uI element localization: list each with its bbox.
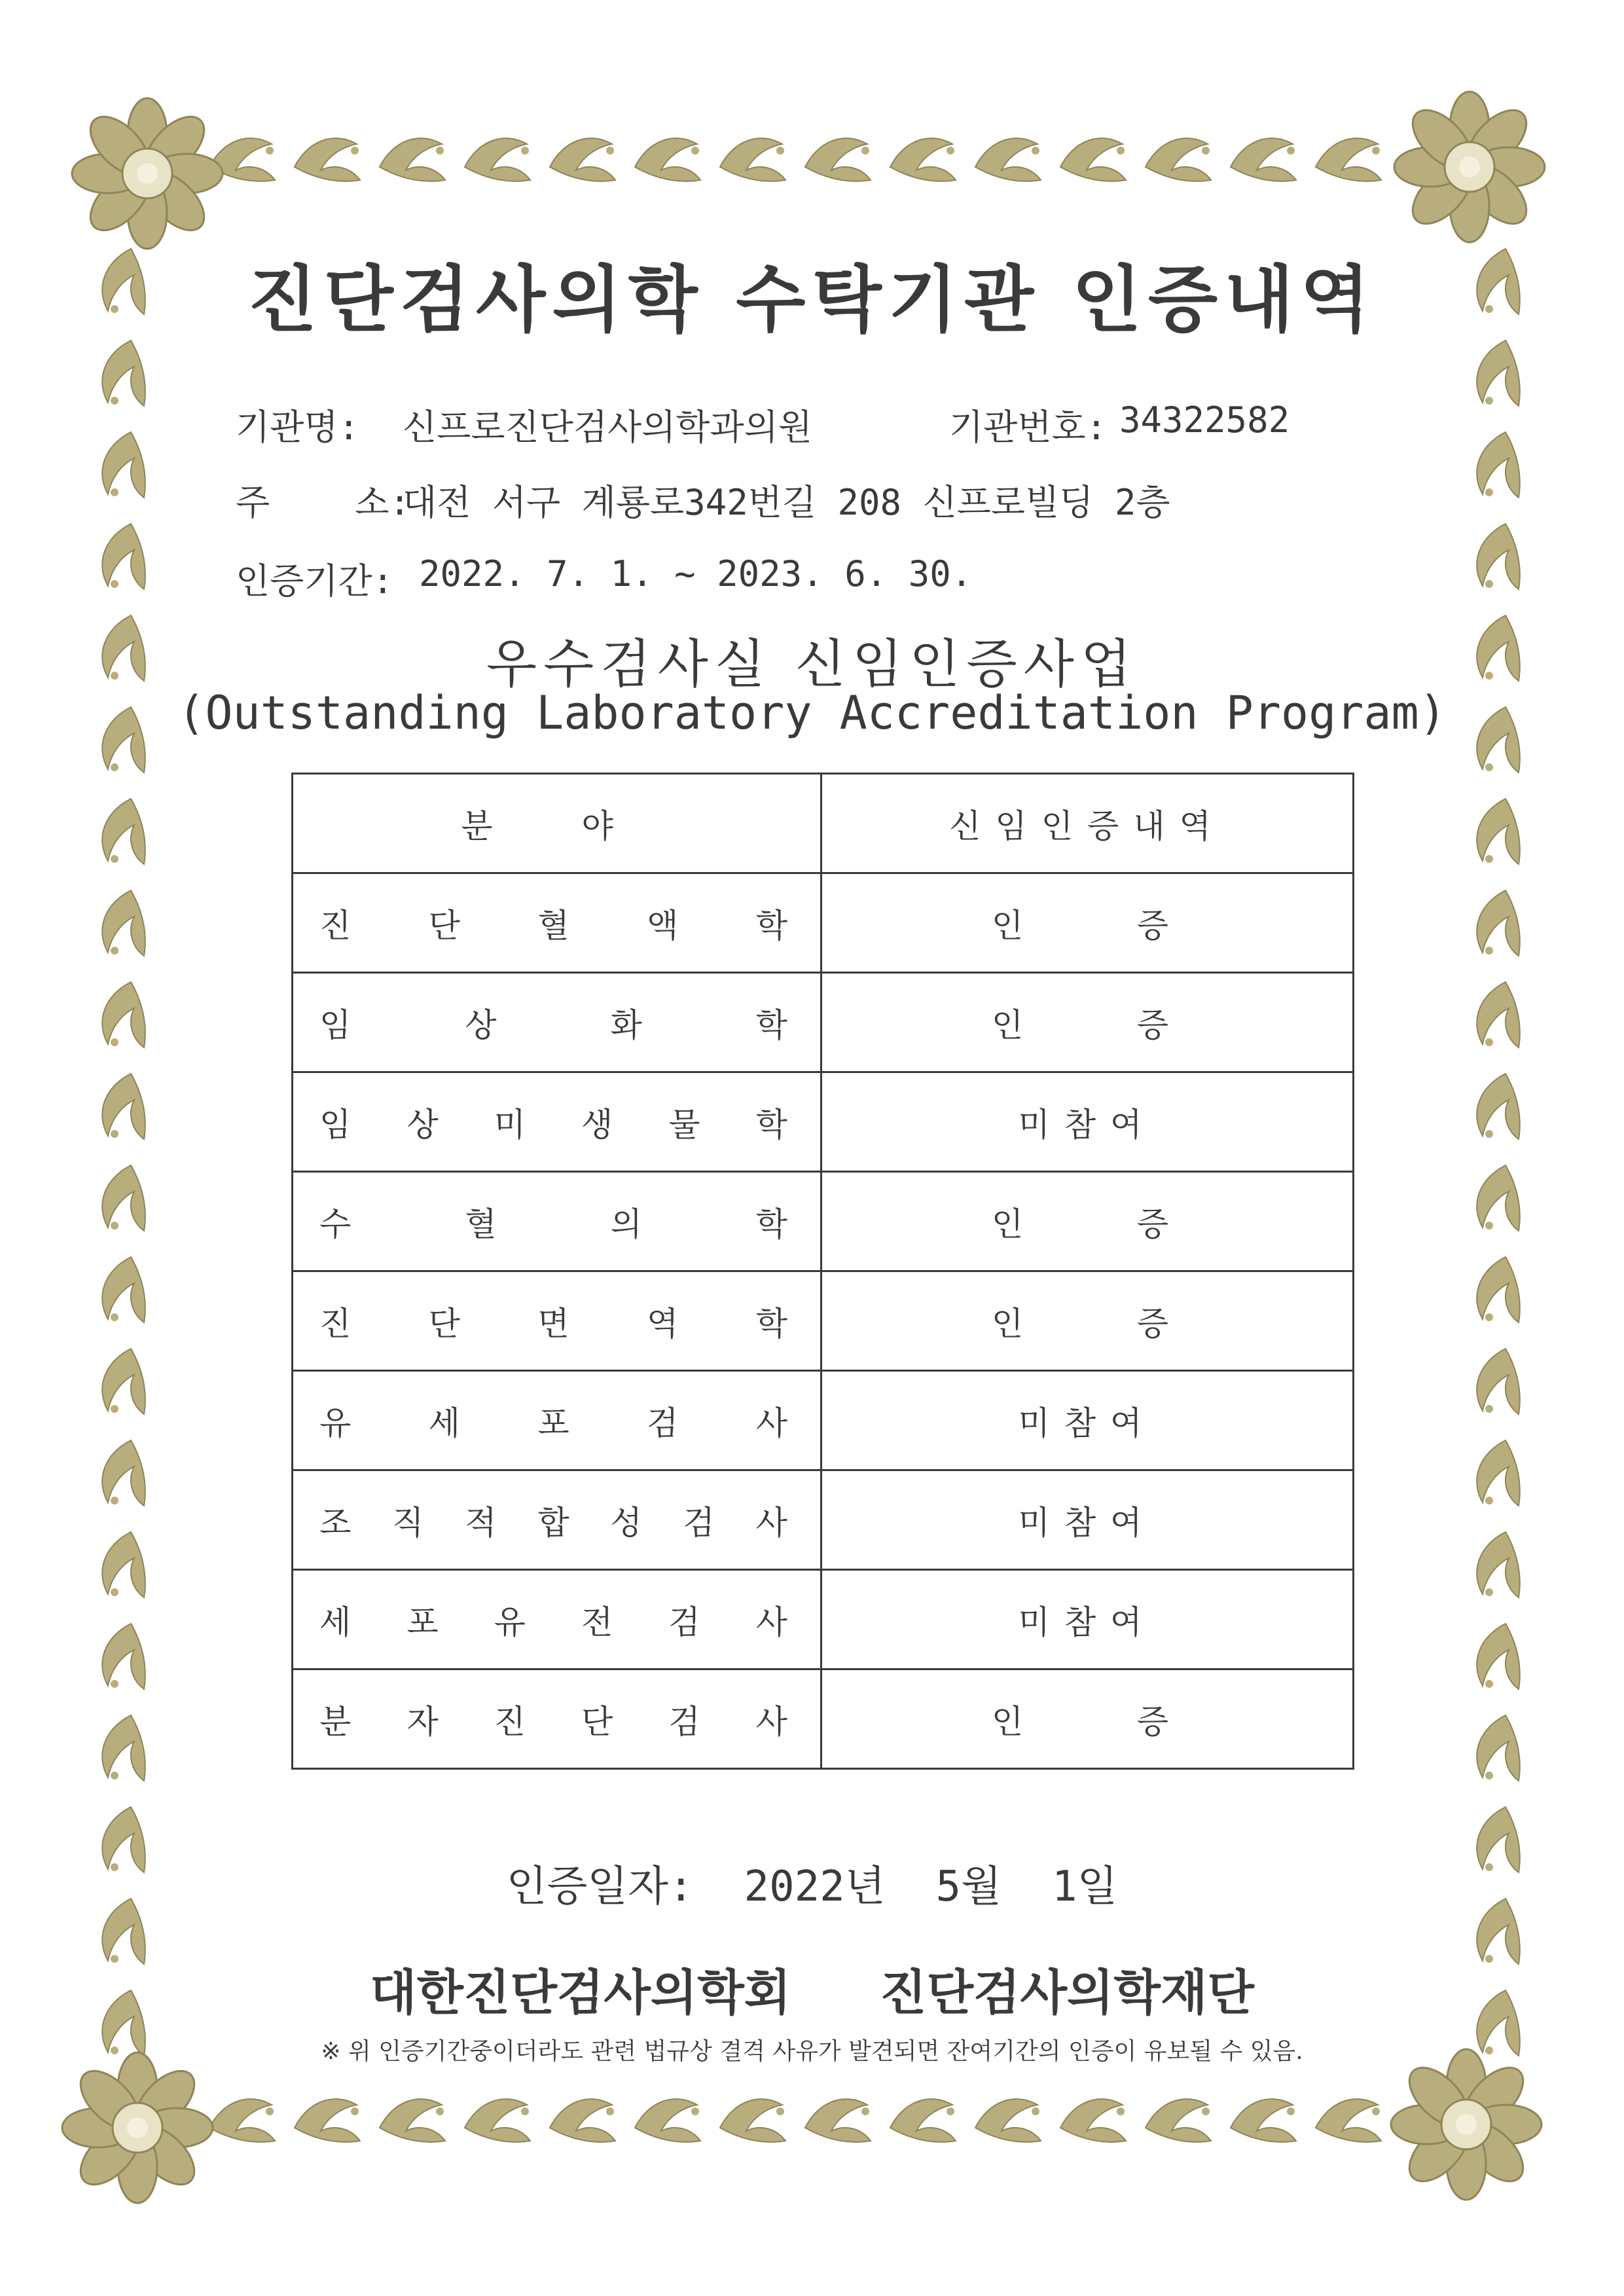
- organization-2: 진단검사의학재단: [880, 1965, 1254, 2021]
- field-name: 진 단 혈 액 학: [319, 906, 787, 945]
- table-row: [293, 1371, 1354, 1470]
- result-cell: [821, 1470, 1354, 1570]
- result-cell: [821, 1172, 1354, 1271]
- address-value: 대전 서구 계룡로342번길 208 신프로빌딩 2층: [403, 482, 1170, 523]
- result-cell: [821, 873, 1354, 973]
- institution-name-value: 신프로진단검사의학과의원: [403, 407, 812, 448]
- table-row: [293, 1072, 1354, 1172]
- table-row: [293, 1271, 1354, 1371]
- result-value: 미참여: [1018, 1503, 1157, 1542]
- field-name: 수 혈 의 학: [319, 1205, 787, 1243]
- certification-date: [0, 1853, 1624, 1913]
- field-name: 세 포 유 전 검 사: [319, 1603, 787, 1641]
- field-cell: [293, 1570, 821, 1669]
- table-row: [293, 1669, 1354, 1769]
- result-cell: [821, 1371, 1354, 1470]
- result-value: 미참여: [1018, 1105, 1157, 1144]
- header-field: 분 야: [293, 774, 821, 873]
- result-value: 미참여: [1018, 1603, 1157, 1641]
- organization-1: 대한진단검사의학회: [370, 1965, 791, 2021]
- field-name: 분 자 진 단 검 사: [319, 1702, 787, 1741]
- address-label: 주 소:: [236, 482, 410, 523]
- issuing-organizations: [0, 1954, 1624, 2024]
- institution-number-label: 기관번호:: [949, 407, 1108, 448]
- period-value: 2022. 7. 1. ~ 2023. 6. 30.: [419, 553, 973, 594]
- field-cell: [293, 1470, 821, 1570]
- header-result: 신임인증내역: [821, 774, 1354, 873]
- result-cell: [821, 1570, 1354, 1669]
- document-title: 진단검사의학 수탁기관 인증내역: [247, 258, 1377, 342]
- result-value: 미참여: [1018, 1404, 1157, 1442]
- field-name: 유 세 포 검 사: [319, 1404, 787, 1442]
- field-name: 임 상 미 생 물 학: [319, 1105, 787, 1144]
- result-cell: [821, 1072, 1354, 1172]
- field-cell: [293, 973, 821, 1072]
- institution-number-value: 34322582: [1119, 399, 1290, 441]
- field-cell: [293, 1072, 821, 1172]
- field-cell: [293, 1371, 821, 1470]
- field-cell: [293, 873, 821, 973]
- program-title-en: (Outstanding Laboratory Accreditation Program): [177, 686, 1447, 740]
- table-row: [293, 1470, 1354, 1570]
- footnote: ※ 위 인증기간중이더라도 관련 법규상 결격 사유가 발견되면 잔여기간의 인증이 유보될 수 있음.: [321, 2038, 1303, 2065]
- field-name: 진 단 면 역 학: [319, 1304, 787, 1343]
- result-cell: [821, 1669, 1354, 1769]
- field-cell: [293, 1172, 821, 1271]
- program-title-ko: 우수검사실 신임인증사업: [486, 634, 1138, 695]
- institution-name-label: 기관명:: [236, 407, 360, 448]
- result-cell: [821, 973, 1354, 1072]
- field-name: 임 상 화 학: [319, 1006, 787, 1044]
- result-value: 인 증: [991, 1006, 1183, 1044]
- result-value: 인 증: [991, 1205, 1183, 1243]
- table-row: [293, 1570, 1354, 1669]
- accreditation-table: [291, 773, 1354, 1770]
- result-value: 인 증: [991, 906, 1183, 945]
- table-row: [293, 973, 1354, 1072]
- certification-date-value: 2022년 5월 1일: [744, 1863, 1118, 1911]
- table-row: [293, 873, 1354, 973]
- certification-date-label: 인증일자:: [506, 1863, 694, 1911]
- table-header-row: [293, 774, 1354, 873]
- result-cell: [821, 1271, 1354, 1371]
- result-value: 인 증: [991, 1702, 1183, 1741]
- result-value: 인 증: [991, 1304, 1183, 1343]
- field-cell: [293, 1271, 821, 1371]
- field-cell: [293, 1669, 821, 1769]
- table-row: [293, 1172, 1354, 1271]
- field-name: 조 직 적 합 성 검 사: [319, 1503, 787, 1542]
- period-label: 인증기간:: [236, 560, 394, 602]
